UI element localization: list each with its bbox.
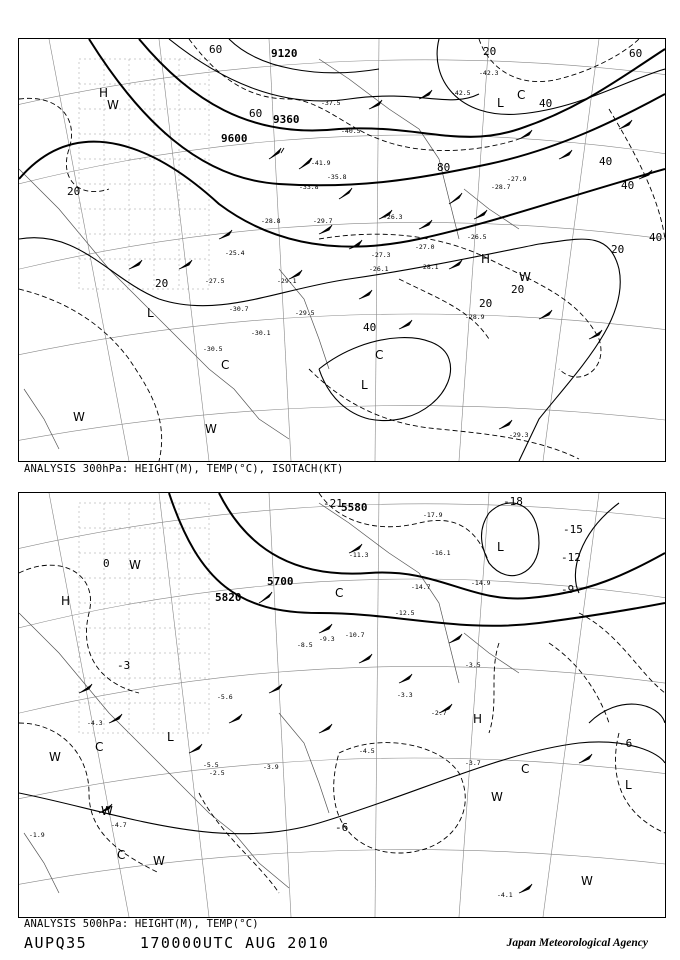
temp-sample: -4.5 (359, 747, 375, 755)
isotherm-label: -6 (335, 821, 349, 834)
low-center-symbol: L (167, 730, 174, 744)
temp-sample: -3.7 (465, 759, 481, 767)
temp-sample: -37.5 (321, 99, 341, 107)
height-label-9360: 9360 (273, 113, 300, 126)
temp-sample: -27.5 (205, 277, 225, 285)
height-label-5700: 5700 (267, 575, 294, 588)
cold-center-symbol: C (517, 88, 526, 102)
isotach-label: 40 (621, 179, 635, 192)
height-contours (169, 493, 665, 626)
temp-sample: -40.5 (341, 127, 361, 135)
caption-300hpa: ANALYSIS 300hPa: HEIGHT(M), TEMP(°C), ISOTACH(KT) (24, 463, 344, 475)
temp-sample: -28.9 (465, 313, 485, 321)
temp-sample: -16.1 (431, 549, 451, 557)
isotach-label: 20 (511, 283, 525, 296)
temp-sample: -5.5 (203, 761, 219, 769)
temp-sample: -35.8 (327, 173, 347, 181)
isotherm-label: -12 (561, 551, 581, 564)
caption-500hpa: ANALYSIS 500hPa: HEIGHT(M), TEMP(°C) (24, 918, 259, 930)
isotherm-label: -15 (563, 523, 583, 536)
isotach-label: 40 (539, 97, 553, 110)
temp-sample: -29.3 (509, 431, 529, 439)
isotherm-label: -6 (619, 737, 633, 750)
temp-sample: -4.7 (111, 821, 127, 829)
temp-sample: -4.1 (497, 891, 513, 899)
temp-sample: -11.3 (349, 551, 369, 559)
agency-name: Japan Meteorological Agency (506, 937, 648, 949)
temp-sample: -12.5 (395, 609, 415, 617)
temp-sample: -9.3 (319, 635, 335, 643)
temp-sample: -27.3 (371, 251, 391, 259)
cold-center-symbol: C (221, 358, 230, 372)
map-300hpa-canvas (19, 39, 665, 461)
low-center-symbol: L (497, 96, 504, 110)
map-300hpa (18, 38, 666, 462)
warm-center-symbol: W (519, 270, 531, 284)
cold-center-symbol: C (95, 740, 104, 754)
isotach-label: 60 (629, 47, 643, 60)
temp-sample: -29.7 (313, 217, 333, 225)
temp-sample: -17.9 (423, 511, 443, 519)
isotach-label: 20 (479, 297, 493, 310)
isotach-label: 20 (483, 45, 497, 58)
isotach-label: 20 (155, 277, 169, 290)
temp-sample: -30.1 (251, 329, 271, 337)
height-contours (19, 39, 665, 247)
temp-sample: -29.1 (277, 277, 297, 285)
temp-sample: -2.7 (431, 709, 447, 717)
temp-sample: -26.1 (369, 265, 389, 273)
isotach-label: 60 (209, 43, 223, 56)
isotach-label: 20 (611, 243, 625, 256)
warm-center-symbol: W (153, 854, 165, 868)
cold-center-symbol: C (375, 348, 384, 362)
isotach-label: 20 (67, 185, 81, 198)
temp-sample: -28.7 (491, 183, 511, 191)
temp-sample: -2.5 (209, 769, 225, 777)
temp-sample: -14.9 (471, 579, 491, 587)
warm-center-symbol: W (491, 790, 503, 804)
temp-sample: -27.9 (507, 175, 527, 183)
cold-center-symbol: C (521, 762, 530, 776)
isotach-label: 40 (599, 155, 613, 168)
isotherm-label: -3 (117, 659, 131, 672)
temp-sample: -10.7 (345, 631, 365, 639)
high-center-symbol: H (481, 252, 491, 266)
isotach-label: 80 (437, 161, 451, 174)
map-500hpa (18, 492, 666, 918)
isotach-label: 40 (363, 321, 377, 334)
isotach-label: 40 (649, 231, 663, 244)
temp-sample: -1.9 (29, 831, 45, 839)
temp-sample: -26.5 (467, 233, 487, 241)
isotherm-label: -18 (503, 495, 523, 508)
temp-sample: -42.5 (451, 89, 471, 97)
warm-center-symbol: W (101, 804, 113, 818)
coastlines (19, 503, 519, 893)
temp-sample: -5.6 (217, 693, 233, 701)
temp-sample: -4.3 (87, 719, 103, 727)
warm-center-symbol: W (205, 422, 217, 436)
chart-header (24, 934, 329, 952)
height-label-5820: 5820 (215, 591, 242, 604)
height-label-9600: 9600 (221, 132, 248, 145)
temp-sample: -42.3 (479, 69, 499, 77)
high-center-symbol: H (473, 712, 483, 726)
valid-time: 170000UTC AUG 2010 (139, 934, 330, 952)
warm-center-symbol: W (129, 558, 141, 572)
height-label-5580: 5580 (341, 501, 368, 514)
temp-sample: -28.1 (419, 263, 439, 271)
isotach-label: 60 (249, 107, 263, 120)
isotherm-label: 0 (103, 557, 110, 570)
temp-sample: -3.9 (263, 763, 279, 771)
high-center-symbol: H (61, 594, 71, 608)
temp-sample: -3.5 (465, 661, 481, 669)
map-500hpa-canvas (19, 493, 665, 917)
low-center-symbol: L (625, 778, 632, 792)
warm-center-symbol: W (581, 874, 593, 888)
temp-sample: -33.8 (299, 183, 319, 191)
cold-center-symbol: C (117, 848, 126, 862)
temp-sample: -8.5 (297, 641, 313, 649)
warm-center-symbol: W (49, 750, 61, 764)
temp-sample: -30.7 (229, 305, 249, 313)
warm-center-symbol: W (107, 98, 119, 112)
temp-sample: -26.3 (383, 213, 403, 221)
temp-sample: -30.5 (203, 345, 223, 353)
low-center-symbol: L (497, 540, 504, 554)
low-center-symbol: L (361, 378, 368, 392)
low-center-symbol: L (147, 306, 154, 320)
temp-sample: -27.0 (415, 243, 435, 251)
temp-sample: -29.5 (295, 309, 315, 317)
temp-sample: -41.9 (311, 159, 331, 167)
warm-center-symbol: W (73, 410, 85, 424)
isotherm-label: -21 (323, 497, 343, 510)
temp-sample: -3.3 (397, 691, 413, 699)
temp-sample: -25.4 (225, 249, 245, 257)
temp-sample: -28.8 (261, 217, 281, 225)
cold-center-symbol: C (335, 586, 344, 600)
wind-barbs (129, 90, 652, 429)
high-center-symbol: H (99, 86, 109, 100)
terrain-grid (79, 503, 209, 733)
height-label-9120: 9120 (271, 47, 298, 60)
isotherm-label: -9 (561, 583, 575, 596)
chart-code: AUPQ35 (24, 934, 88, 952)
temp-sample: -14.7 (411, 583, 431, 591)
